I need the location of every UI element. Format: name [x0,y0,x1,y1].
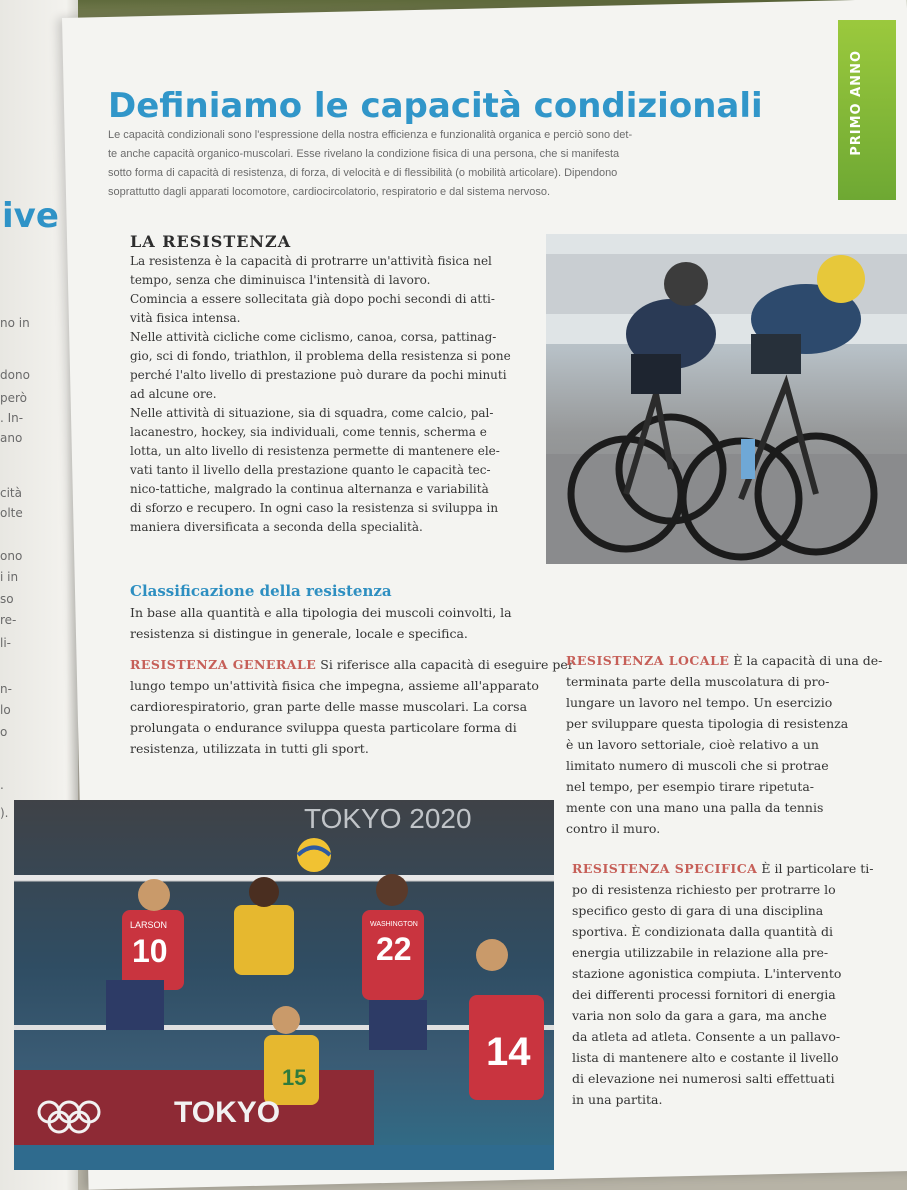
locale-text [566,650,896,839]
text-line: dei differenti processi fornitori di energia [572,987,836,1002]
page-title: Definiamo le capacità condizionali [108,86,763,126]
text-line: energia utilizzabile in relazione alla pre- [572,945,829,960]
text-line: contro il muro. [566,821,661,836]
margin-fragment: so [0,592,14,606]
volleyball-illustration [14,800,554,1170]
label-resistenza-locale: RESISTENZA LOCALE [566,653,730,668]
margin-fragment: . [0,778,4,792]
intro-line: Le capacità condizionali sono l'espressione della nostra efficienza e funzionalità organica e perciò sono det- [108,129,633,141]
text-line: In base alla quantità e alla tipologia dei muscoli coinvolti, la [130,605,512,620]
text-line: lotta, un alto livello di resistenza permette di mantenere ele- [130,444,500,458]
margin-fragment-ive: ive [2,196,59,236]
text-line: resistenza si distingue in generale, locale e specifica. [130,626,468,641]
text-line: in una partita. [572,1092,663,1107]
margin-fragment: n- [0,682,12,696]
banner-tokyo-2020: TOKYO 2020 [304,803,472,834]
margin-fragment: però [0,391,28,405]
text-line: maniera diversificata a seconda della specialità. [130,520,423,534]
text-line: ad alcune ore. [130,387,217,401]
margin-fragment: lo [0,703,11,717]
margin-fragment: ). [0,806,9,820]
text-line: vità fisica intensa. [130,311,241,325]
text-line: è un lavoro settoriale, cioè relativo a un [566,737,819,752]
text-line: lacanestro, hockey, sia individuali, come tennis, scherma e [130,425,487,439]
text-line: da atleta ad atleta. Consente a un pallavo- [572,1029,841,1044]
logo-tokyo: TOKYO [174,1096,281,1129]
text-line: La resistenza è la capacità di protrarre un'attività fisica nel [130,254,492,268]
section-heading-resistenza: LA RESISTENZA [130,232,292,251]
text-line: lungare un lavoro nel tempo. Un esercizio [566,695,833,710]
jersey-name: LARSON [130,920,168,930]
margin-fragment: ono [0,549,23,563]
margin-fragment: olte [0,506,23,520]
text-line: Si riferisce alla capacità di eseguire per [320,657,574,672]
cyclists-illustration [546,234,907,564]
text-line: lista di mantenere alto e costante il livello [572,1050,839,1065]
text-line: Nelle attività cicliche come ciclismo, canoa, corsa, pattinag- [130,330,497,344]
text-line: È il particolare ti- [761,861,874,876]
margin-fragment: dono [0,368,30,382]
text-line: resistenza, utilizzata in tutti gli sport. [130,741,369,756]
jersey-number: 22 [376,931,412,967]
margin-fragment: ano [0,431,23,445]
side-tab-label: PRIMO ANNO [849,50,864,156]
text-line: terminata parte della muscolatura di pro- [566,674,830,689]
text-line: di sforzo e recupero. In ogni caso la resistenza si sviluppa in [130,501,499,515]
text-line: mente con una mano una palla da tennis [566,800,824,815]
text-line: cardiorespiratorio, gran parte delle masse muscolari. La corsa [130,699,528,714]
intro-line: soprattutto dagli apparati locomotore, cardiocircolatorio, respiratorio e dal sistema nervoso. [108,186,551,198]
text-line: prolungata o endurance sviluppa questa particolare forma di [130,720,517,735]
text-line: gio, sci di fondo, triathlon, il problema della resistenza si pone [130,349,511,363]
text-line: limitato numero di muscoli che si protrae [566,758,829,773]
intro-line: te anche capacità organico-muscolari. Esse rivelano la condizione fisica di una persona, che si manifesta [108,148,620,160]
label-resistenza-generale: RESISTENZA GENERALE [130,657,317,672]
margin-fragment: o [0,725,8,739]
label-resistenza-specifica: RESISTENZA SPECIFICA [572,861,758,876]
jersey-number: 14 [486,1030,531,1074]
generale-text [130,654,574,759]
text-line: tempo, senza che diminuisca l'intensità di lavoro. [130,273,431,287]
text-line: stazione agonistica compiuta. L'intervento [572,966,842,981]
text-line: sportiva. È condizionata dalla quantità di [572,924,834,939]
side-tab [838,20,896,200]
specifica-text [572,858,902,1110]
text-line: vati tanto il livello della prestazione quanto le capacità tec- [130,463,491,477]
text-line: specifico gesto di gara di una disciplina [572,903,824,918]
jersey-number: 15 [282,1065,307,1090]
text-line: po di resistenza richiesto per protrarre lo [572,882,836,897]
text-line: di elevazione nei numerosi salti effettuati [572,1071,835,1086]
intro-line: sotto forma di capacità di resistenza, di forza, di velocità e di flessibilità (o mobilità articolare). Dipendono [108,167,618,179]
text-line: Comincia a essere sollecitata già dopo pochi secondi di atti- [130,292,495,306]
photo-volleyball [14,800,554,1170]
margin-fragment: i in [0,570,19,584]
photo-cyclists [546,234,907,564]
margin-fragment: li- [0,636,11,650]
text-line: varia non solo da gara a gara, ma anche [572,1008,827,1023]
margin-fragment: no in [0,316,30,330]
text-line: per sviluppare questa tipologia di resistenza [566,716,849,731]
text-line: nel tempo, per esempio tirare ripetuta- [566,779,815,794]
margin-fragment: cità [0,486,22,500]
margin-fragment: . In- [0,411,24,425]
resistenza-text [130,252,511,537]
text-line: perché l'alto livello di prestazione può durare da pochi minuti [130,368,507,382]
section-heading-classificazione: Classificazione della resistenza [130,582,392,600]
jersey-number: 10 [132,933,168,969]
intro-paragraph [108,126,828,202]
classificazione-text [130,602,512,644]
text-line: È la capacità di una de- [733,653,883,668]
jersey-name: WASHINGTON [370,921,418,928]
margin-fragment: re- [0,613,17,627]
text-line: nico-tattiche, malgrado la continua alternanza e variabilità [130,482,489,496]
text-line: lungo tempo un'attività fisica che impegna, assieme all'apparato [130,678,539,693]
text-line: Nelle attività di situazione, sia di squadra, come calcio, pal- [130,406,494,420]
